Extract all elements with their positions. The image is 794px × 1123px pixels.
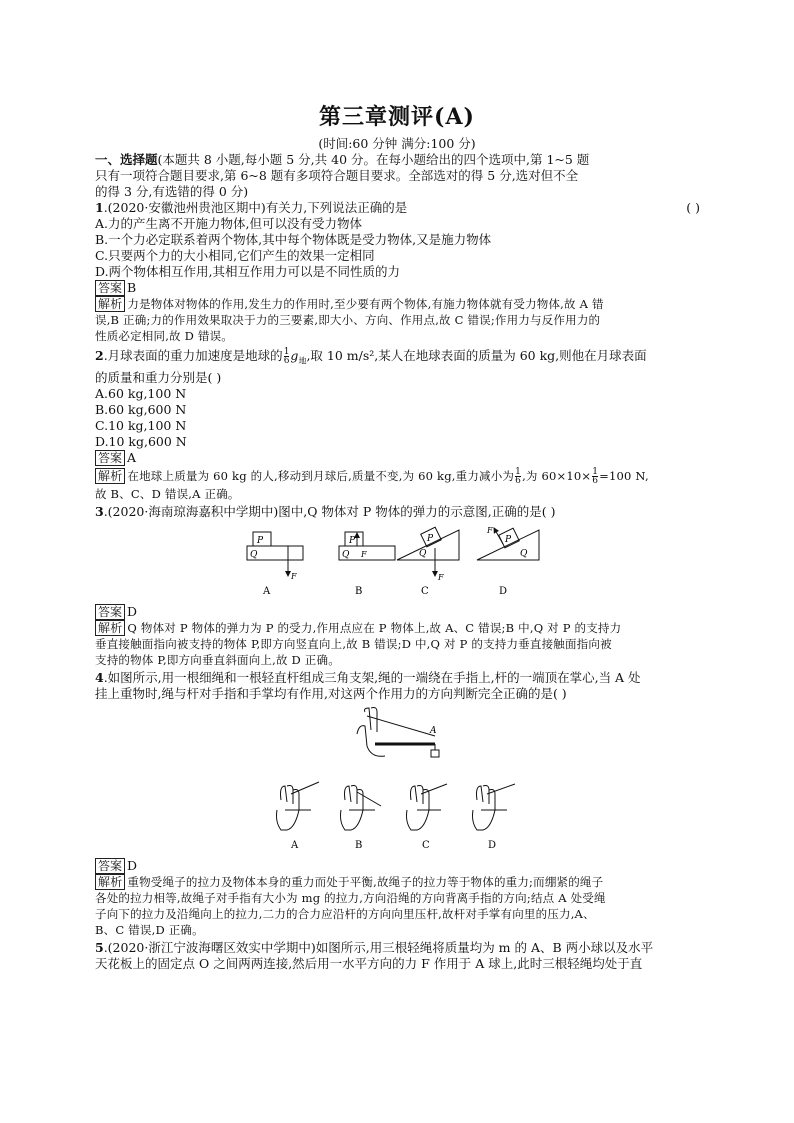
option-b: B.60 kg,600 N [95,401,187,417]
explain-tag: 解析 [95,874,125,890]
hand-support-diagram [357,707,439,757]
page-subtitle: (时间:60 分钟 满分:100 分) [318,136,476,151]
fraction: $\frac{1}{6}$ [283,347,290,366]
svg-text:Q: Q [342,549,350,560]
answer-row: 答案 A [95,450,700,466]
svg-text:A: A [291,839,299,851]
q4-figure [95,706,700,854]
hand-option-a [277,782,320,851]
question-5: 5.(2020·浙江宁波海曙区效实中学期中)如图所示,用三根轻绳将质量均为 m 的 A、B 两小球以及水平 [95,939,654,955]
explanation-line: 误,B 正确;力的作用效果取决于力的三要素,即大小、方向、作用点,故 C 错误;作用力与反作用力的 [95,313,601,327]
answer-paren: ( ) [686,200,700,215]
svg-text:P: P [427,533,434,544]
answer-tag: 答案 [95,450,125,466]
label-c: C [421,585,429,597]
explanation-line: 性质必定相同,故 D 错误。 [95,329,233,343]
q3-diagram [95,524,700,600]
option-d: D.两个物体相互作用,其相互作用力可以是不同性质的力 [95,264,401,279]
option-b: B.一个力必定联系着两个物体,其中每个物体既是受力物体,又是施力物体 [95,232,492,247]
section-heading: 一、选择题(本题共 8 小题,每小题 5 分,共 40 分。在每小题给出的四个选项中,第 1~5 题 [95,152,590,167]
label-b: B [355,585,363,597]
svg-text:F: F [487,525,493,535]
answer-row: 答案 D [95,858,700,874]
explanation-row: 解析 重物受绳子的拉力及物体本身的重力而处于平衡,故绳子的拉力等于物体的重力;而绷紧的绳子 [95,874,700,890]
question-2: 2.月球表面的重力加速度是地球的 $\frac{1}{6}$ $g_地$,取 10 m/s²,某人在地球表面的质量为 60 kg,则他在月球表面 [95,347,647,366]
fraction: $\frac{1}{6}$ [515,467,522,486]
explanation-line: 垂直接触面指向被支持的物体 P,即方向竖直向上,故 B 错误;D 中,Q 对 P 的支持力垂直接触面指向被 [95,636,612,651]
explanation-row: 解析 力是物体对物体的作用,发生力的作用时,至少要有两个物体,有施力物体就有受力物体,故 A 错 [95,296,700,312]
answer-tag: 答案 [95,858,125,874]
explain-tag: 解析 [95,620,125,636]
label-a: A [263,585,271,597]
label-p: P [257,535,264,546]
svg-text:P: P [505,534,512,545]
svg-text:D: D [488,839,497,851]
explanation-line: B、C 错误,D 正确。 [95,922,204,937]
label-f: F [291,571,297,581]
hand-option-c [407,784,448,851]
explanation-row: 解析 Q 物体对 P 物体的弹力为 P 的受力,作用点应在 P 物体上,故 A、C 错误;B 中,Q 对 P 的支持力 [95,620,700,636]
question-3: 3.(2020·海南琼海嘉积中学期中)图中,Q 物体对 P 物体的弹力的示意图,正确的是( ) [95,503,556,519]
answer-tag: 答案 [95,604,125,620]
answer-row: 答案 D [95,604,700,620]
explanation-line: 各处的拉力相等,故绳子对手指有大小为 mg 的拉力,方向沿绳的方向背离手指的方向;结点 A 处受绳 [95,890,606,905]
svg-text:C: C [422,839,430,851]
content [95,152,700,972]
section-line-2: 只有一项符合题目要求,第 6~8 题有多项符合题目要求。全部选对的得 5 分,选对但不全 [95,168,579,183]
option-a: A.力的产生离不开施力物体,但可以没有受力物体 [95,216,362,231]
q3-figure [95,524,700,600]
diagram-a [247,532,303,597]
option-a: A.60 kg,100 N [95,385,187,401]
explanation-line: 故 B、C、D 错误,A 正确。 [95,486,240,501]
hand-option-b [341,785,382,851]
hand-option-d [473,784,516,851]
explain-tag: 解析 [95,296,125,312]
svg-text:P: P [349,535,356,546]
page-title: 第三章测评(A) [319,104,475,130]
q4-diagram [95,706,700,854]
option-d: D.10 kg,600 N [95,433,187,449]
svg-text:Q: Q [520,548,528,559]
explanation-line: 子向下的拉力及沿绳向上的拉力,二力的合力应沿杆的方向向里压杆,故杆对手掌有向里的压力,A、 [95,906,595,921]
answer-tag: 答案 [95,280,125,296]
svg-text:Q: Q [419,548,427,559]
explanation-line: 支持的物体 P,即方向垂直斜面向上,故 D 正确。 [95,652,340,667]
label-d: D [499,585,508,597]
answer-row: 答案 B [95,280,700,296]
question-5-line-2: 天花板上的固定点 O 之间两两连接,然后用一水平方向的力 F 作用于 A 球上,此时三根轻绳均处于直 [95,955,643,971]
option-c: C.只要两个力的大小相同,它们产生的效果一定相同 [95,248,375,263]
question-4: 4.如图所示,用一根细绳和一根轻直杆组成三角支架,绳的一端绕在手指上,杆的一端顶在掌心,当 A 处 [95,669,641,685]
question-2-line-2: 的质量和重力分别是( ) [95,369,222,385]
question-4-line-2: 挂上重物时,绳与杆对手指和手掌均有作用,对这两个作用力的方向判断完全正确的是( ) [95,685,567,701]
option-c: C.10 kg,100 N [95,417,187,433]
label-point-a: A [430,725,437,736]
diagram-c [397,527,459,597]
svg-text:F: F [361,549,367,559]
question-1: 1.(2020·安徽池州贵池区期中)有关力,下列说法正确的是 ( ) [95,200,700,215]
fraction: $\frac{1}{6}$ [592,467,599,486]
explanation-row: 解析 在地球上质量为 60 kg 的人,移动到月球后,质量不变,为 60 kg,重力减小为 $\frac{1}{6}$ ,为 60×10× $\frac{1}{6}$ =100 N, [95,466,700,486]
explain-tag: 解析 [95,468,125,484]
label-q: Q [250,549,258,560]
section-line-3: 的得 3 分,有选错的得 0 分) [95,184,249,199]
diagram-b [339,532,395,597]
svg-text:B: B [355,839,363,851]
diagram-d [477,526,539,597]
svg-text:F: F [438,572,444,582]
